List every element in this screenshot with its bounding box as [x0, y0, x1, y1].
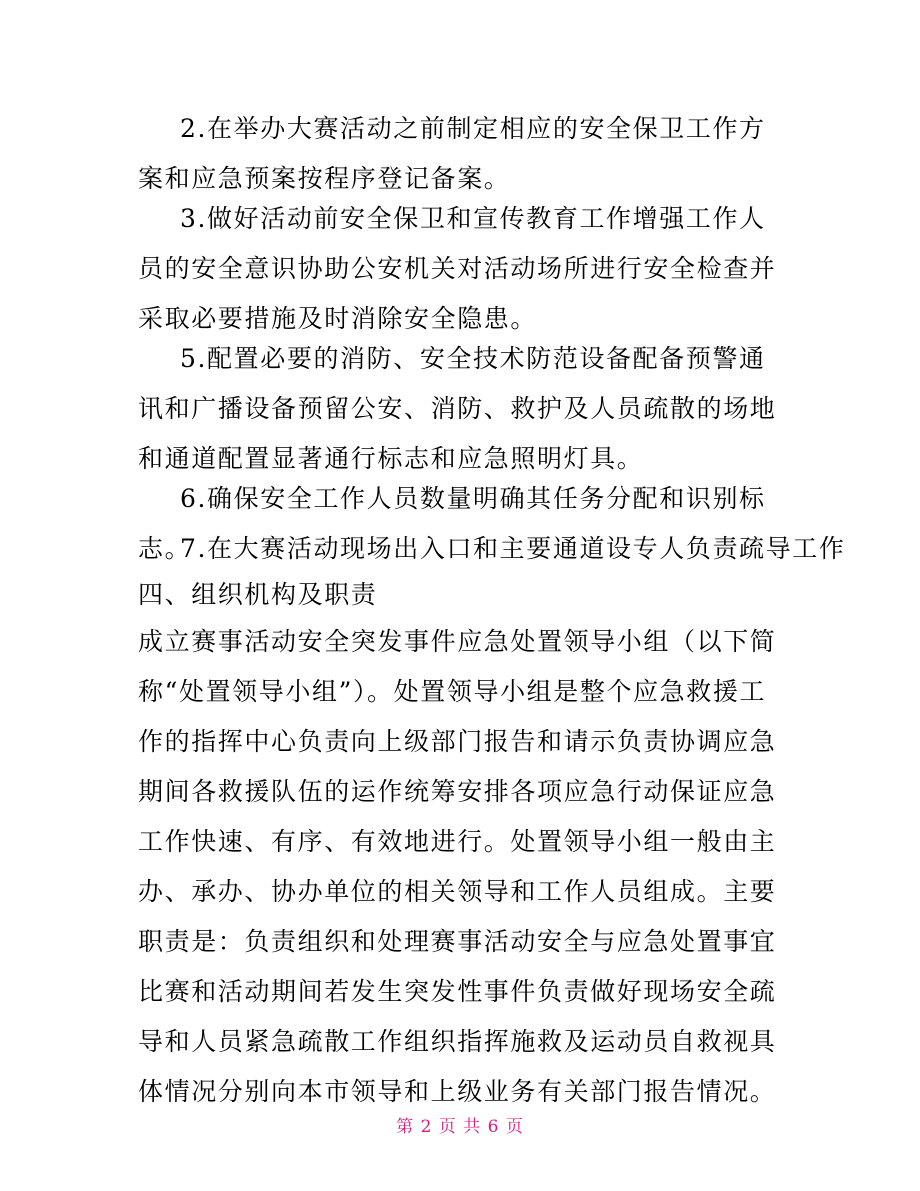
paragraph-item-6: 6.确保安全工作人员数量明确其任务分配和识别标志。	[138, 484, 766, 563]
paragraph-item-5: 5.配置必要的消防、安全技术防范设备配备预警通讯和广播设备预留公安、消防、救护及人员疏散的场地和通道配置显著通行标志和应急照明灯具。	[138, 344, 777, 473]
paragraph-item-2: 2.在举办大赛活动之前制定相应的安全保卫工作方案和应急预案按程序登记备案。	[138, 114, 766, 193]
page-number-footer: 第 2 页 共 6 页	[396, 1117, 524, 1137]
paragraph-item-7: 7.在大赛活动现场出入口和主要通道设专人负责疏导工作	[180, 534, 846, 563]
paragraph-item-3: 3.做好活动前安全保卫和宣传教育工作增强工作人员的安全意识协助公安机关对活动场所进行安全检查并采取必要措施及时消除安全隐患。	[138, 204, 777, 333]
body-text: 成立赛事活动安全突发事件应急处置领导小组（以下简称“处置领导小组”）。处置领导小组是整个应急救援工作的指挥中心负责向上级部门报告和请示负责协调应急期间各救援队伍的运作统筹安排各项应急行动保证应急工作快速、有序、有效地进行。处置领导小组一般由主办、承办、协办单位的相关领导和工作人员组成。主要职责是：负责组织和处理赛事活动安全与应急处置事宜比赛和活动期间若发生突发性事件负责做好现场安全疏导和人员紧急疏散工作组织指挥施救及运动员自救视具体情况分别向本市领导和上级业务有关部门报告情况。	[138, 627, 777, 1106]
section-heading: 四、组织机构及职责	[138, 580, 378, 609]
